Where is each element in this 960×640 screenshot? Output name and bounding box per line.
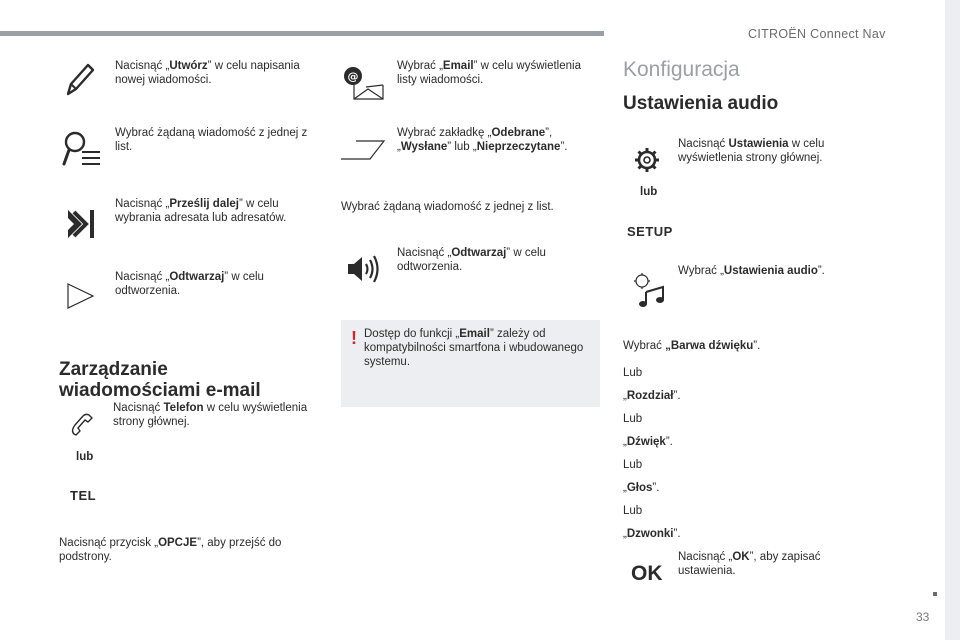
col3-item3-text: Nacisnąć „OK”, aby zapisać ustawienia. (678, 551, 821, 577)
col1-item5-text: Nacisnąć Telefon w celu wyświetlenia strony głównej. (113, 402, 308, 428)
col2-item2-text: Wybrać zakładkę „Odebrane”, „Wysłane” lub „Nieprzeczytane”. (397, 127, 568, 153)
lub-text: Lub (623, 505, 643, 517)
option-text: „Dzwonki”. (623, 528, 681, 540)
col1-item4-text: Nacisnąć „Odtwarzaj” w celu odtworzenia. (115, 271, 264, 297)
section-heading-audio: Ustawienia audio (623, 93, 779, 114)
speaker-icon (346, 254, 382, 284)
phone-icon (70, 412, 96, 438)
col3-item2-text: Wybrać „Ustawienia audio”. (678, 265, 825, 277)
section-heading-email: Zarządzanie wiadomościami e-mail (59, 359, 261, 401)
header-bar (0, 31, 604, 36)
play-icon (66, 282, 96, 310)
page-marker (933, 592, 937, 596)
lub-text: Lub (623, 413, 643, 425)
col1-item2-text: Wybrać żądaną wiadomość z jednej z list. (115, 127, 308, 153)
page-edge-strip (945, 0, 960, 640)
option-text: „Głos”. (623, 482, 660, 494)
col1-item3-text: Nacisnąć „Prześlij dalej” w celu wybrania adresata lub adresatów. (115, 198, 287, 224)
col1-bottom-text: Nacisnąć przycisk „OPCJE”, aby przejść do podstrony. (59, 537, 282, 563)
warning-icon: ! (351, 328, 357, 348)
gear-icon (633, 146, 661, 174)
page-title: Konfiguracja (623, 58, 740, 81)
lub-text: Lub (623, 459, 643, 471)
choose-tone-text: Wybrać „Barwa dźwięku”. (623, 340, 761, 352)
email-icon (342, 65, 384, 101)
tel-button-label: TEL (70, 488, 97, 503)
option-text: „Dźwięk”. (623, 436, 673, 448)
forward-icon (66, 208, 96, 240)
svg-text:@: @ (347, 70, 359, 83)
search-list-icon (60, 128, 102, 170)
col3-item1-text: Nacisnąć Ustawienia w celu wyświetlenia strony głównej. (678, 138, 825, 164)
pencil-icon (62, 60, 96, 98)
warning-note-text: Dostęp do funkcji „Email” zależy od kompatybilności smartfona i wbudowanego systemu. (364, 328, 584, 368)
page-number: 33 (916, 610, 930, 624)
col2-item1-text: Wybrać „Email” w celu wyświetlenia listy wiadomości. (397, 60, 581, 86)
col2-plain-text: Wybrać żądaną wiadomość z jednej z list. (341, 201, 554, 213)
tab-icon (340, 138, 386, 162)
warning-note (341, 320, 600, 407)
brand-title: CITROËN Connect Nav (748, 27, 886, 41)
lub-text: Lub (623, 367, 643, 379)
setup-button-label: SETUP (627, 224, 673, 239)
or-label: lub (640, 186, 658, 198)
col2-item3-text: Nacisnąć „Odtwarzaj” w celu odtworzenia. (397, 247, 546, 273)
or-label: lub (76, 451, 94, 463)
option-text: „Rozdział”. (623, 390, 681, 402)
col1-item1-text: Nacisnąć „Utwórz” w celu napisania nowej wiadomości. (115, 60, 300, 86)
ok-button-label: OK (631, 562, 663, 585)
audio-settings-icon (632, 272, 666, 308)
